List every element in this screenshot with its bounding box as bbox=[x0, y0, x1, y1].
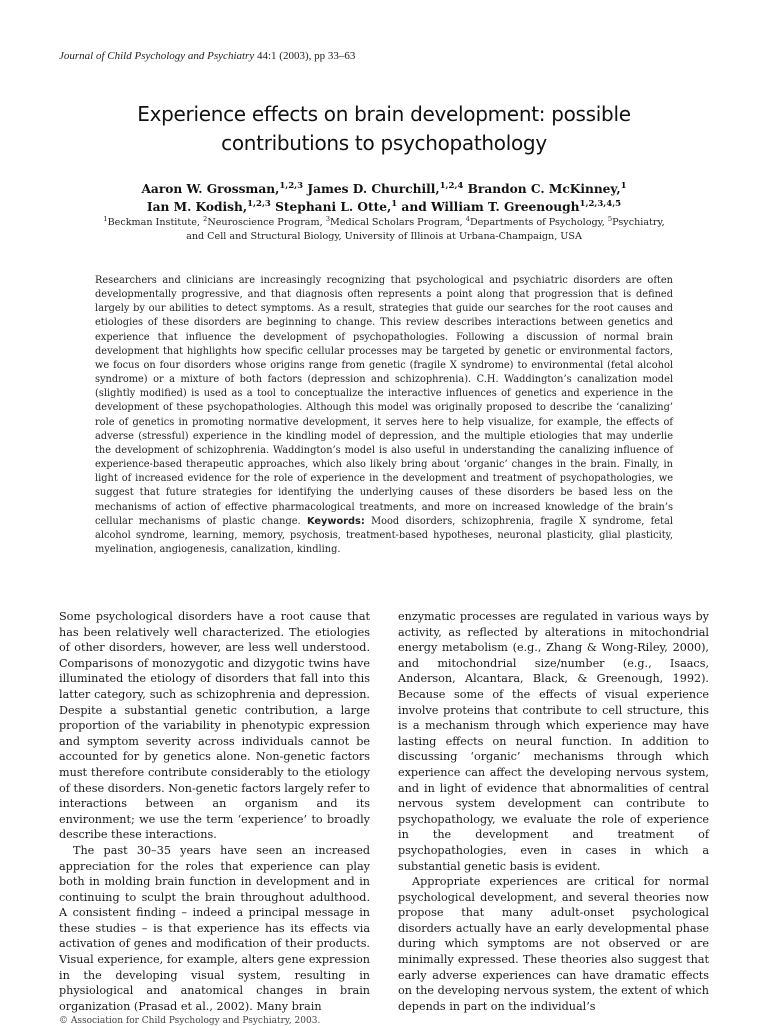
author-line-1 bbox=[60, 180, 708, 198]
body-column-right bbox=[398, 609, 709, 1014]
journal-name: Journal of Child Psychology and Psychiatry bbox=[59, 50, 255, 62]
affiliation-mark: 2 bbox=[203, 214, 208, 223]
affiliation-mark: 3 bbox=[325, 214, 331, 223]
affiliations bbox=[60, 216, 708, 244]
author-list bbox=[60, 180, 708, 216]
author-name: Aaron W. Grossman, bbox=[141, 182, 280, 196]
affiliation-mark: 4 bbox=[465, 214, 470, 223]
affiliation-text: Psychiatry, bbox=[612, 217, 665, 228]
affiliation-text: Departments of Psychology, bbox=[469, 217, 608, 228]
paper-title bbox=[60, 100, 708, 158]
author-name: James D. Churchill, bbox=[303, 182, 440, 196]
author-affiliation-mark: 1,2,4 bbox=[439, 180, 464, 191]
abstract-body: Researchers and clinicians are increasingly recognizing that psychological and psychiatric disorders are often developmentally progressive, and that diagnosis often represents a point along that progression that is defined largely by our abilities to detect symptoms. As a result, strategies that guide our searches for the root causes and etiologies of these disorders are beginning to change. This review describes interactions between genetics and experience that influence the development of psychopathologies. Following a discussion of normal brain development that highlights how specific cellular processes may be targeted by genetic or environmental factors, we focus on four disorders whose origins range from genetic (fragile X syndrome) to environmental (fetal alcohol syndrome) or a mixture of both factors (depression and schizophrenia). C.H. Waddington’s canalization model (slightly modified) is used as a tool to conceptualize the interactive influences of genetics and experience in the development of these psychopathologies. Although this model was originally proposed to describe the ‘canalizing’ role of genetics in promoting normative development, it serves here to help visualize, for example, the effects of adverse (stressful) experience in the kindling model of depression, and the multiple etiologies that may underlie the development of schizophrenia. Waddington’s model is also useful in understanding the canalizing influence of experience-based therapeutic approaches, which also likely bring about ‘organic’ changes in the brain. Finally, in light of increased evidence for the role of experience in the development and treatment of psychopathologies, we suggest that future strategies for identifying the underlying causes of these disorders be based less on the mechanisms of action of effective pharmacological treatments, and more on increased knowledge of the brain’s cellular mechanisms of plastic change. bbox=[95, 275, 673, 527]
abstract bbox=[95, 274, 673, 557]
affiliation-line-1 bbox=[60, 216, 708, 230]
affiliation-mark: 5 bbox=[607, 214, 613, 223]
author-affiliation-mark: 1 bbox=[391, 198, 398, 209]
affiliation-mark: 1 bbox=[103, 214, 108, 223]
body-paragraph: Appropriate experiences are critical for normal psychological development, and several theories now propose that many adult-onset psychological disorders actually have an early developmental phase during which symptoms are not observed or are minimally expressed. These theories also suggest that early adverse experiences can have dramatic effects on the developing nervous system, the extent of which depends in part on the individual’s bbox=[398, 875, 709, 1013]
copyright-footer: © Association for Child Psychology and Psychiatry, 2003. bbox=[59, 1016, 321, 1026]
author-affiliation-mark: 1,2,3 bbox=[279, 180, 304, 191]
keywords-list: Mood disorders, schizophrenia, fragile X syndrome, fetal alcohol syndrome, learning, memory, psychosis, treatment-based hypotheses, neuronal plasticity, glial plasticity, myelination, angiogenesis, canalization, kindling. bbox=[95, 515, 673, 555]
affiliation-text: Medical Scholars Program, bbox=[330, 217, 466, 228]
author-name: Ian M. Kodish, bbox=[146, 200, 248, 214]
author-name: Brandon C. McKinney, bbox=[463, 182, 621, 196]
title-line-1: Experience effects on brain development: possible bbox=[137, 102, 631, 126]
author-affiliation-mark: 1,2,3,4,5 bbox=[579, 198, 622, 209]
journal-citation bbox=[59, 50, 355, 62]
keywords-label: Keywords: bbox=[306, 515, 365, 527]
author-name: and William T. Greenough bbox=[397, 200, 580, 214]
body-column-left bbox=[59, 609, 370, 1014]
body-paragraph: The past 30–35 years have seen an increased appreciation for the roles that experience can play both in molding brain function in development and in continuing to sculpt the brain throughout adulthood. A consistent finding – indeed a principal message in these studies – is that experience has its effects via activation of genes and modification of their products. Visual experience, for example, alters gene expression in the developing visual system, resulting in physiological and anatomical changes in brain organization (Prasad et al., 2002). Many brain bbox=[59, 843, 370, 1013]
author-line-2 bbox=[60, 198, 708, 216]
journal-volume-pages: 44:1 (2003), pp 33–63 bbox=[254, 50, 356, 62]
affiliation-line-2: and Cell and Structural Biology, University of Illinois at Urbana-Champaign, USA bbox=[186, 231, 582, 242]
affiliation-text: Beckman Institute, bbox=[107, 217, 204, 228]
body-paragraph: Some psychological disorders have a root cause that has been relatively well characterized. The etiologies of other disorders, however, are less well understood. Comparisons of monozygotic and dizygotic twins have illuminated the etiology of disorders that fall into this latter category, such as schizophrenia and depression. Despite a substantial genetic contribution, a large proportion of the variability in phenotypic expression and symptom severity across individuals cannot be accounted for by genetics alone. Non-genetic factors must therefore contribute considerably to the etiology of these disorders. Non-genetic factors largely refer to interactions between an organism and its environment; we use the term ‘experience’ to broadly describe these interactions. bbox=[59, 610, 370, 842]
author-affiliation-mark: 1 bbox=[620, 180, 627, 191]
author-name: Stephani L. Otte, bbox=[270, 200, 392, 214]
author-affiliation-mark: 1,2,3 bbox=[247, 198, 271, 209]
body-paragraph: enzymatic processes are regulated in various ways by activity, as reflected by alterations in mitochondrial energy metabolism (e.g., Zhang & Wong-Riley, 2000), and mitochondrial size/number (e.g., Isaacs, Anderson, Alcantara, Black, & Greenough, 1992). Because some of the effects of visual experience involve proteins that contribute to cell structure, this is a mechanism through which experience may have lasting effects on neural function. In addition to discussing ‘organic’ mechanisms through which experience can affect the developing nervous system, and in light of evidence that abnormalities of central nervous system development can contribute to psychopathology, we evaluate the role of experience in the development and treatment of psychopathologies, even in cases in which a substantial genetic basis is evident. bbox=[398, 610, 709, 873]
affiliation-text: Neuroscience Program, bbox=[207, 217, 326, 228]
title-line-2: contributions to psychopathology bbox=[221, 131, 547, 155]
